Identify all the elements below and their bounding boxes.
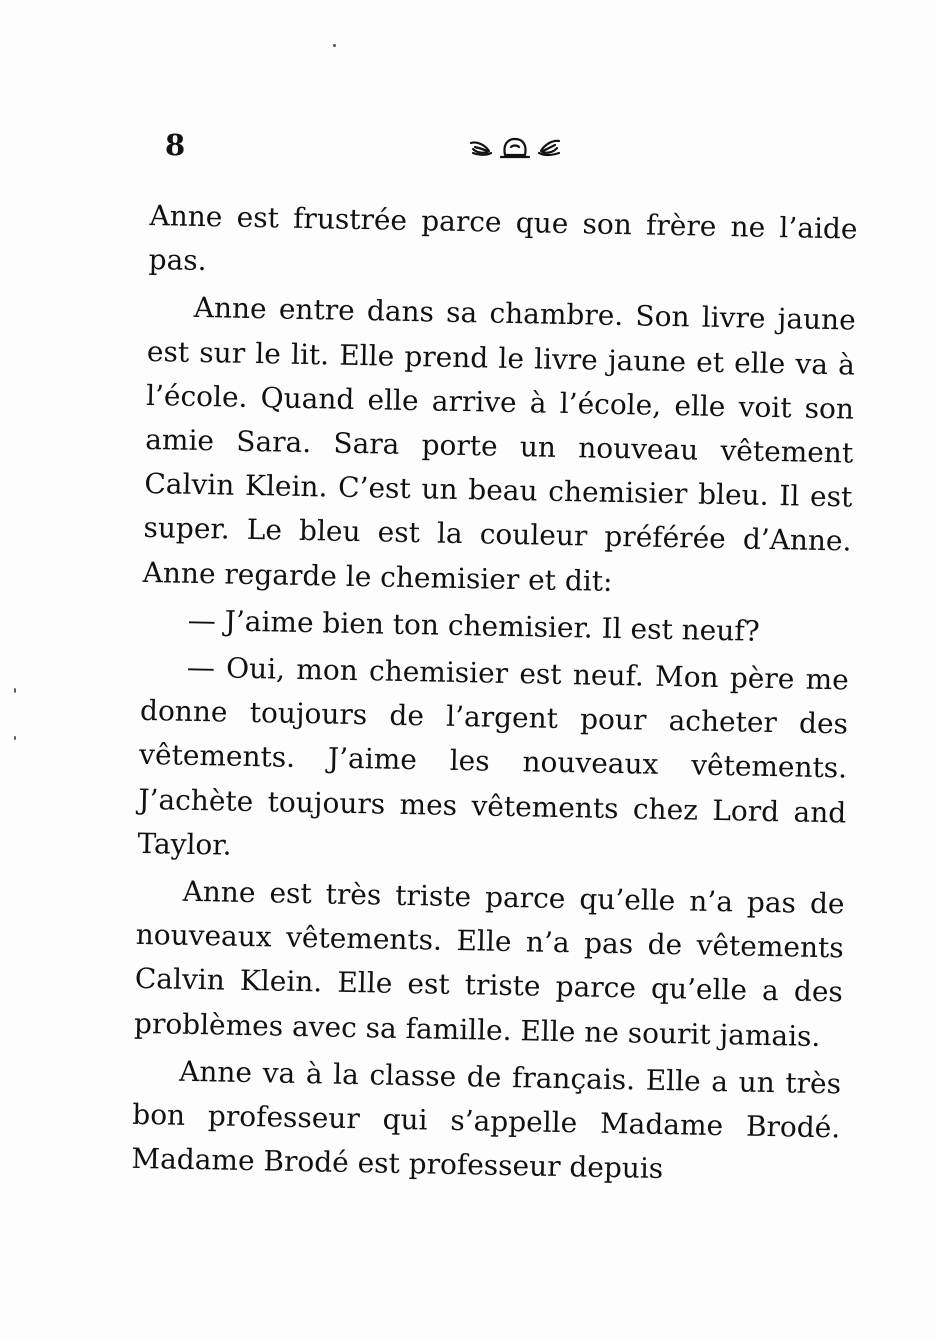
paragraph: Anne est très triste parce qu’elle n’a pas de nouveaux vêtements. Elle n’a pas de vêtements Calvin Klein. Elle est triste parce qu’elle a des problèmes avec sa famille. Elle ne sourit jamais.: [133, 874, 845, 1053]
dialogue-line: — Oui, mon chemisier est neuf. Mon père me donne toujours de l’argent pour acheter des vêtements. J’aime les nouveaux vêtements. J’achète toujours mes vêtements chez Lord and Taylor.: [137, 650, 850, 862]
paragraph: Anne va à la classe de français. Elle a un très bon professeur qui s’appelle Madame Brodé. Madame Brodé est professeur depuis: [131, 1054, 842, 1186]
page-header: [165, 125, 855, 165]
ornament-icon: [467, 135, 563, 163]
dialogue-line: — J’aime bien ton chemisier. Il est neuf?: [187, 603, 760, 648]
scan-speck: [14, 688, 16, 693]
paragraph: Anne entre dans sa chambre. Son livre jaune est sur le lit. Elle prend le livre jaune et elle va à l’école. Quand elle arrive à l’école, elle voit son amie Sara. Sara porte un nouveau vêtement Calvin Klein. C’est un beau chemisier bleu. Il est super. Le bleu est la couleur préférée d’Anne. Anne regarde le chemisier et dit:: [142, 291, 857, 598]
paragraph: Anne est frustrée parce que son frère ne l’aide pas.: [148, 198, 858, 278]
scan-speck: [14, 736, 16, 740]
scan-speck: [333, 44, 336, 47]
body-text: [131, 194, 858, 1195]
page-number: 8: [165, 128, 186, 162]
